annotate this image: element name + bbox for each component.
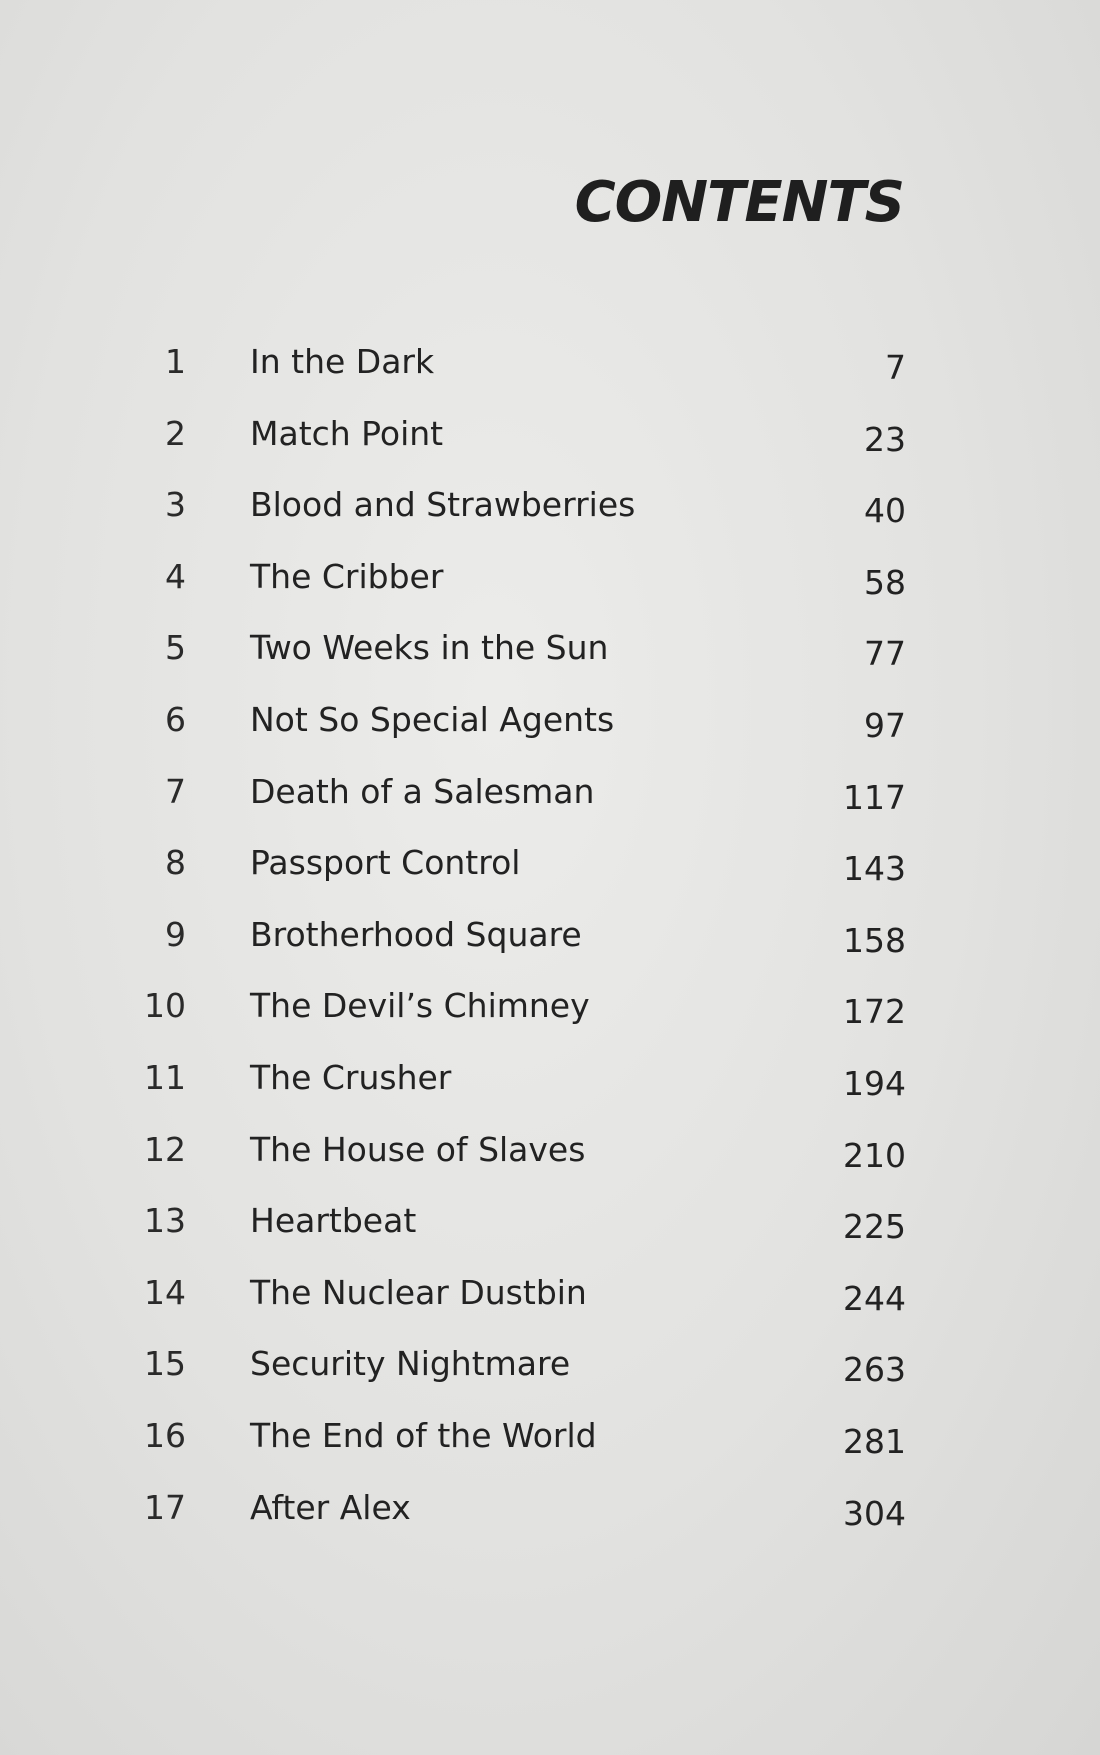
toc-entry: [0, 1476, 1100, 1548]
chapter-number: 5: [165, 628, 186, 668]
chapter-title: Match Point: [250, 413, 444, 453]
chapter-number: 10: [144, 986, 186, 1026]
table-of-contents: [0, 330, 1100, 1547]
chapter-number: 16: [144, 1415, 186, 1455]
toc-entry: [0, 402, 1100, 474]
toc-entry: [0, 1332, 1100, 1404]
chapter-title: Death of a Salesman: [250, 771, 595, 811]
chapter-title: The Cribber: [250, 556, 444, 596]
toc-entry: [0, 473, 1100, 545]
page-number: 40: [864, 491, 906, 531]
chapter-title: Brotherhood Square: [250, 914, 582, 954]
toc-entry: [0, 1118, 1100, 1190]
page-number: 225: [843, 1207, 906, 1247]
page-number: 210: [843, 1135, 906, 1175]
page-number: 7: [885, 348, 906, 387]
chapter-title: The Devil’s Chimney: [250, 986, 590, 1026]
chapter-title: Heartbeat: [250, 1201, 417, 1241]
page-number: 117: [843, 777, 906, 817]
chapter-title: Two Weeks in the Sun: [250, 628, 609, 668]
toc-entry: [0, 688, 1100, 760]
page-number: 281: [843, 1421, 906, 1461]
toc-entry: [0, 831, 1100, 903]
page-number: 244: [843, 1278, 906, 1318]
toc-entry: [0, 1261, 1100, 1333]
chapter-number: 7: [165, 771, 186, 811]
chapter-title: The End of the World: [250, 1415, 597, 1455]
toc-entry: [0, 903, 1100, 975]
chapter-number: 2: [165, 413, 186, 453]
chapter-title: Blood and Strawberries: [250, 485, 636, 525]
chapter-title: The House of Slaves: [250, 1129, 586, 1169]
toc-entry: [0, 974, 1100, 1046]
page-number: 158: [843, 920, 906, 960]
chapter-number: 15: [144, 1344, 186, 1384]
toc-entry: [0, 760, 1100, 832]
page-number: 23: [864, 419, 906, 459]
page-number: 172: [843, 992, 906, 1032]
chapter-number: 8: [165, 843, 186, 883]
toc-entry: [0, 616, 1100, 688]
chapter-number: 13: [144, 1201, 186, 1241]
page-number: 263: [843, 1350, 906, 1390]
page-number: 304: [843, 1493, 906, 1533]
toc-entry: [0, 330, 1100, 402]
chapter-title: The Crusher: [250, 1057, 452, 1097]
chapter-number: 6: [165, 699, 186, 739]
chapter-title: Not So Special Agents: [250, 699, 615, 739]
chapter-title: After Alex: [250, 1487, 411, 1527]
chapter-title: Security Nightmare: [250, 1344, 571, 1384]
chapter-number: 11: [144, 1057, 186, 1097]
page-number: 77: [864, 634, 906, 674]
toc-entry: [0, 545, 1100, 617]
page-number: 97: [864, 705, 906, 745]
chapter-title: The Nuclear Dustbin: [250, 1272, 587, 1312]
toc-entry: [0, 1046, 1100, 1118]
page-number: 58: [864, 562, 906, 602]
chapter-number: 4: [165, 556, 186, 596]
chapter-number: 3: [165, 485, 186, 525]
page-number: 194: [843, 1063, 906, 1103]
chapter-number: 17: [144, 1487, 186, 1527]
toc-entry: [0, 1404, 1100, 1476]
chapter-number: 1: [165, 342, 186, 381]
chapter-number: 9: [165, 914, 186, 954]
chapter-number: 12: [144, 1129, 186, 1169]
toc-entry: [0, 1189, 1100, 1261]
page-title: CONTENTS: [574, 170, 904, 235]
chapter-title: Passport Control: [250, 843, 521, 883]
chapter-title: In the Dark: [250, 342, 435, 381]
page-number: 143: [843, 849, 906, 889]
chapter-number: 14: [144, 1272, 186, 1312]
